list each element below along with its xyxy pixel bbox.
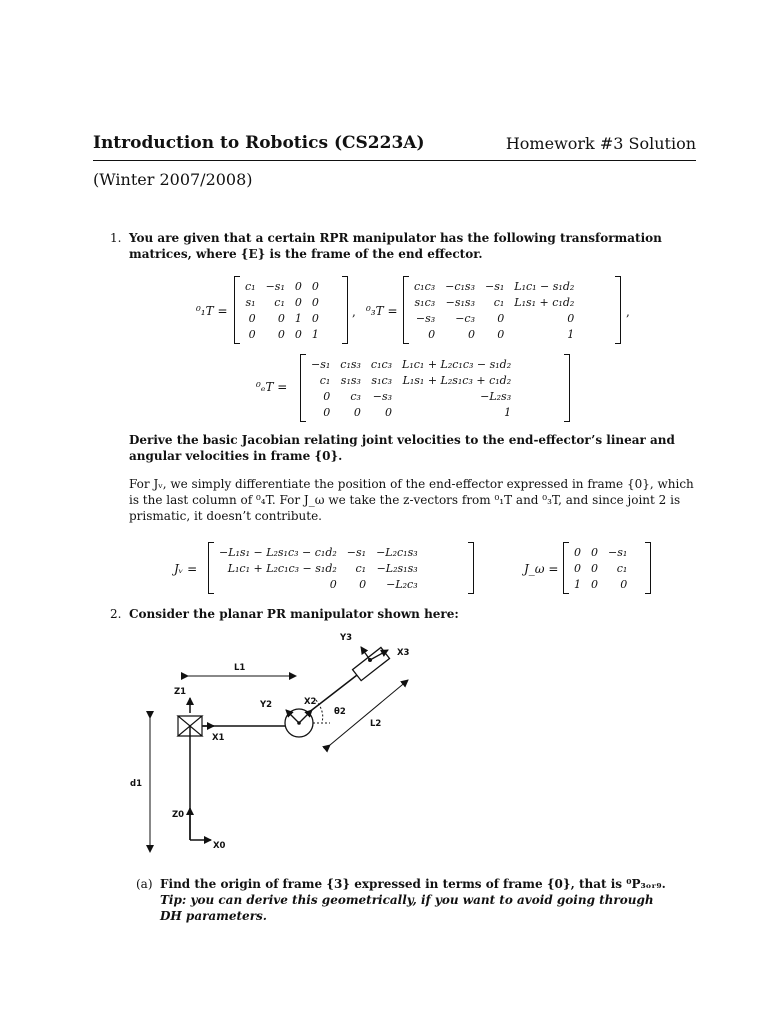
matrix-cell: −s₁: [346, 545, 367, 559]
matrix-cell: 0: [620, 577, 628, 591]
matrix-cell: 0: [353, 405, 361, 419]
matrix-cell: 0: [591, 545, 598, 559]
y2-axis: [286, 710, 299, 723]
matrix-cell: c₁c₃: [370, 357, 393, 371]
tip-line2: DH parameters.: [160, 909, 267, 923]
L1-label: L1: [234, 663, 246, 673]
comma: ,: [352, 305, 356, 319]
matrix-cell: L₁s₁ + c₁d₂: [514, 295, 575, 309]
problem-2-statement: Consider the planar PR manipulator shown here:: [129, 607, 459, 621]
matrix-cell: 1: [504, 405, 512, 419]
matrix-cell: −c₃: [455, 311, 475, 325]
T0E-label: ⁰ₑT =: [256, 380, 288, 394]
x2-label: X2: [304, 697, 317, 707]
matrix-cell: −L₂s₃: [480, 389, 512, 403]
matrix-cell: c₁: [493, 295, 505, 309]
homework-title: Homework #3 Solution: [505, 134, 696, 153]
z1-label: Z1: [174, 687, 187, 697]
matrix-cell: 0: [467, 327, 475, 341]
matrix-cell: −L₂c₃: [386, 577, 418, 591]
matrix-cell: L₁s₁ + L₂s₁c₃ + c₁d₂: [402, 373, 512, 387]
matrix-cell: −L₂c₁s₃: [376, 545, 418, 559]
matrix-cell: −s₃: [415, 311, 436, 325]
y2-label: Y2: [260, 700, 273, 710]
matrix-cell: −L₂s₁s₃: [376, 561, 418, 575]
matrix-cell: s₁: [245, 295, 256, 309]
matrix-cell: 0: [497, 327, 505, 341]
answer-line1: For Jᵥ, we simply differentiate the position of the end-effector expressed in frame {0}, which: [129, 477, 694, 491]
matrix-cell: 0: [248, 327, 256, 341]
matrix-cell: 1: [294, 311, 302, 325]
matrix-cell: 0: [277, 311, 285, 325]
matrix-cell: L₁c₁ + L₂c₁c₃ − s₁d₂: [227, 561, 337, 575]
matrix-cell: −c₁s₃: [445, 279, 475, 293]
matrix-cell: −s₁: [608, 545, 628, 559]
comma: ,: [626, 305, 630, 319]
problem-1-question-line1: Derive the basic Jacobian relating joint velocities to the end-effector’s linear and: [129, 433, 675, 447]
matrix-cell: L₁c₁ + L₂c₁c₃ − s₁d₂: [402, 357, 512, 371]
y3-label: Y3: [340, 633, 353, 643]
matrix-cell: 0: [311, 311, 319, 325]
matrix-cell: 0: [311, 279, 319, 293]
theta2-label: θ2: [334, 707, 346, 717]
term-label: (Winter 2007/2008): [93, 170, 253, 189]
matrix-cell: 0: [329, 577, 337, 591]
matrix-cell: 0: [385, 405, 393, 419]
matrix-cell: 0: [277, 327, 285, 341]
problem-1-statement-line1: You are given that a certain RPR manipulator has the following transformation: [129, 231, 662, 245]
matrix-cell: 0: [294, 295, 302, 309]
matrix-cell: c₃: [350, 389, 361, 403]
y3-axis: [361, 647, 370, 660]
x1-label: X1: [212, 733, 225, 743]
tip-line1: Tip: you can derive this geometrically, if you want to avoid going through: [160, 893, 654, 907]
problem-1-question-line2: angular velocities in frame {0}.: [129, 449, 343, 463]
answer-line3: prismatic, it doesn’t contribute.: [129, 509, 322, 523]
matrix-cell: −s₁: [311, 357, 331, 371]
matrix-cell: −s₁s₃: [445, 295, 475, 309]
matrix-cell: c₁: [616, 561, 628, 575]
matrix-cell: c₁: [355, 561, 367, 575]
matrix-cell: c₁: [245, 279, 256, 293]
T01-label: ⁰₁T =: [196, 304, 228, 318]
matrix-cell: 0: [428, 327, 436, 341]
matrix-cell: 0: [574, 545, 581, 559]
matrix-cell: c₁: [274, 295, 285, 309]
d1-label: d1: [130, 779, 142, 789]
matrix-cell: 0: [591, 561, 598, 575]
z0-label: Z0: [172, 810, 185, 820]
problem-2-number: 2.: [110, 607, 122, 621]
matrix-cell: 0: [311, 295, 319, 309]
answer-line2: is the last column of ⁰₄T. For J_ω we take the z-vectors from ⁰₁T and ⁰₃T, and since joint 2 is: [129, 493, 681, 507]
matrix-cell: 0: [323, 389, 331, 403]
matrix-cell: 1: [567, 327, 575, 341]
problem-1-number: 1.: [110, 231, 122, 245]
part-a-question: Find the origin of frame {3} expressed in terms of frame {0}, that is ⁰P₃ₒᵣ₉.: [160, 877, 666, 891]
matrix-cell: c₁s₃: [340, 357, 361, 371]
x3-label: X3: [397, 648, 410, 658]
Jv-label: Jᵥ =: [174, 562, 198, 576]
matrix-cell: 0: [294, 327, 302, 341]
matrix-cell: 1: [311, 327, 319, 341]
matrix-cell: 0: [248, 311, 256, 325]
matrix-cell: 0: [323, 405, 331, 419]
matrix-cell: 0: [294, 279, 302, 293]
matrix-cell: 0: [567, 311, 575, 325]
problem-1-statement-line2: matrices, where {E} is the frame of the end effector.: [129, 247, 483, 261]
Jw-label: J_ω =: [524, 562, 559, 576]
matrix-cell: 0: [574, 561, 581, 575]
matrix-cell: 0: [591, 577, 598, 591]
part-a-label: (a): [136, 877, 153, 891]
matrix-cell: −L₁s₁ − L₂s₁c₃ − c₁d₂: [219, 545, 337, 559]
course-title: Introduction to Robotics (CS223A): [93, 133, 425, 153]
matrix-cell: 0: [497, 311, 505, 325]
matrix-cell: s₁s₃: [340, 373, 361, 387]
matrix-cell: c₁: [319, 373, 331, 387]
matrix-cell: 1: [574, 577, 581, 591]
L2-label: L2: [370, 719, 382, 729]
matrix-cell: L₁c₁ − s₁d₂: [514, 279, 575, 293]
matrix-cell: −s₁: [265, 279, 285, 293]
matrix-cell: s₁c₃: [414, 295, 436, 309]
T03-label: ⁰₃T =: [366, 304, 398, 318]
matrix-cell: c₁c₃: [414, 279, 436, 293]
matrix-cell: −s₃: [372, 389, 393, 403]
matrix-cell: 0: [359, 577, 367, 591]
matrix-cell: s₁c₃: [371, 373, 393, 387]
x0-label: X0: [213, 841, 226, 851]
matrix-cell: −s₁: [484, 279, 505, 293]
prismatic-joint-icon: [178, 716, 202, 726]
